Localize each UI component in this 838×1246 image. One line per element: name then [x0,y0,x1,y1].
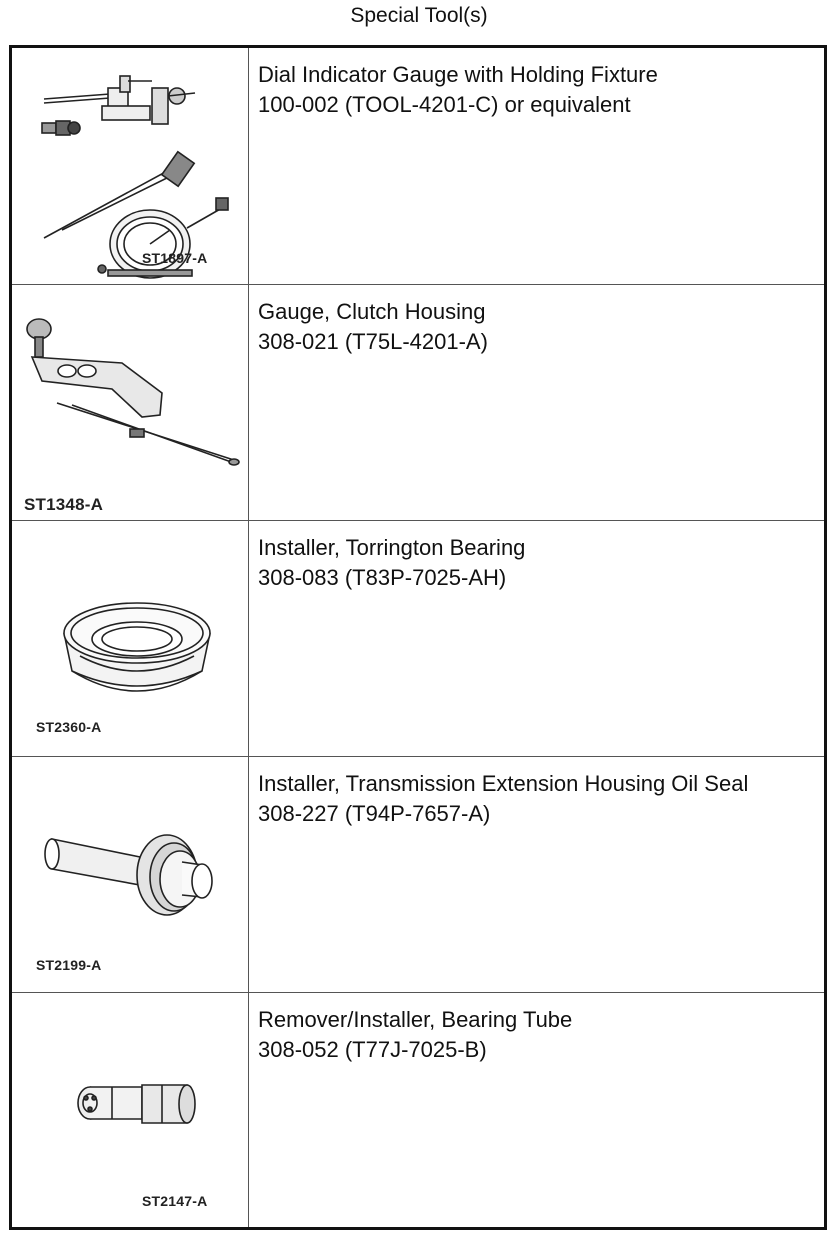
tool-illustration-cell [12,48,249,284]
tool-name: Installer, Torrington Bearing [258,535,526,560]
clutch-gauge-icon [12,285,249,521]
tool-description [258,60,658,120]
tool-description [258,533,525,593]
tool-name: Gauge, Clutch Housing [258,299,486,324]
bearing-tube-tool-icon [12,993,249,1229]
tool-number: 308-021 (T75L-4201-A) [258,329,488,354]
tool-name: Installer, Transmission Extension Housing Oil Seal [258,771,749,796]
tool-illustration-cell [12,521,249,756]
tool-name: Remover/Installer, Bearing Tube [258,1007,573,1032]
illustration-code: ST1348-A [24,495,104,514]
tool-row [12,520,824,756]
tool-illustration-cell [12,757,249,992]
tool-number: 308-083 (T83P-7025-AH) [258,565,507,590]
tool-row [12,756,824,992]
tool-row [12,48,824,284]
tool-number: 308-052 (T77J-7025-B) [258,1037,487,1062]
illustration-code: ST2147-A [142,1193,208,1209]
illustration-code: ST1897-A [142,250,208,266]
tool-illustration-cell [12,993,249,1227]
special-tools-table [9,45,827,1230]
tool-illustration-cell [12,285,249,520]
tool-description [258,1005,572,1065]
tool-name: Dial Indicator Gauge with Holding Fixture [258,62,658,87]
tool-description [258,769,748,829]
illustration-code: ST2360-A [36,719,102,735]
dial-indicator-icon [12,48,249,284]
tool-row [12,284,824,520]
tool-description [258,297,488,357]
page-title: Special Tool(s) [350,4,488,27]
tool-number: 308-227 (T94P-7657-A) [258,801,491,826]
tool-row [12,992,824,1227]
tool-number: 100-002 (TOOL-4201-C) or equivalent [258,92,631,117]
illustration-code: ST2199-A [36,957,102,973]
